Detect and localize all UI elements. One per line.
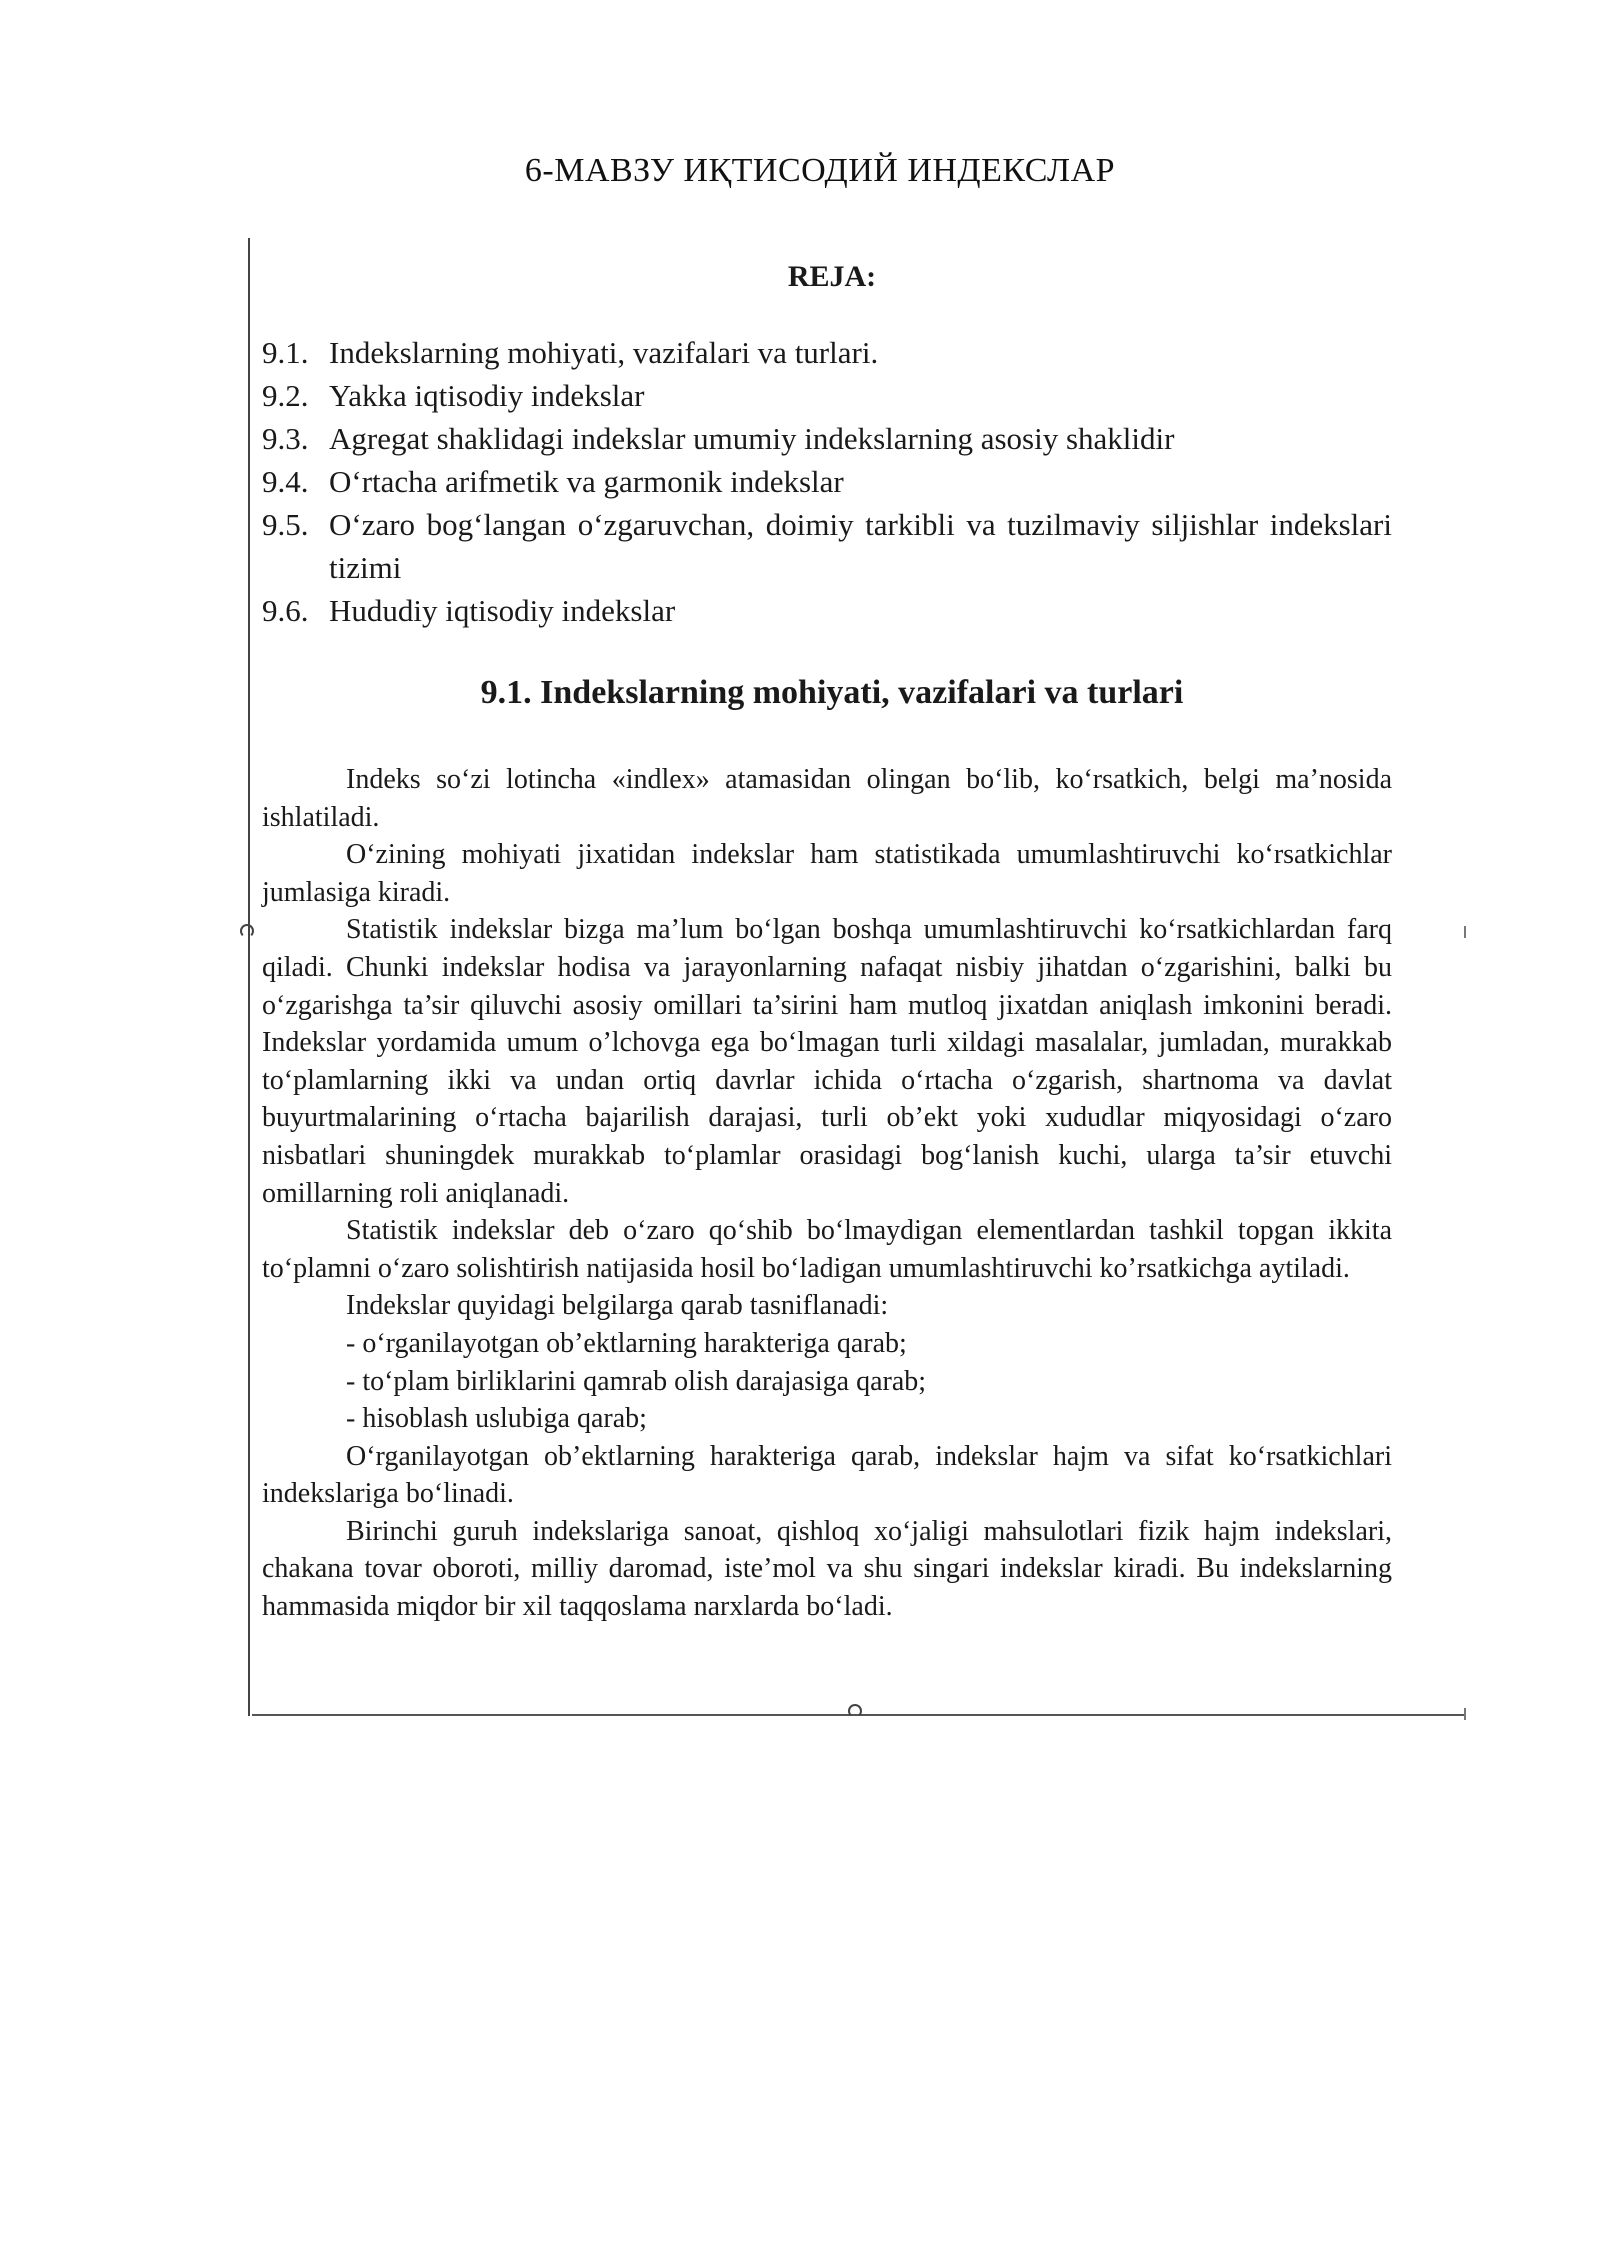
body-paragraph: O‘rganilayotgan ob’ektlarning harakteriga qarab, indekslar hajm va sifat ko‘rsatkichlari indekslariga bo‘linadi. [262, 1440, 1392, 1510]
plan-item-number: 9.5. [262, 507, 309, 542]
plan-list [262, 331, 1392, 632]
scanned-page-excerpt [248, 238, 1466, 1730]
plan-item [262, 589, 1392, 632]
plan-item-text: O‘zaro bog‘langan o‘zgaruvchan, doimiy tarkibli va tuzilmaviy siljishlar indekslari tizimi [329, 507, 1392, 585]
scan-crop-mark [848, 1704, 862, 1718]
plan-item-number: 9.3. [262, 421, 309, 456]
plan-item [262, 331, 1392, 374]
bullet-item: - to‘plam birliklarini qamrab olish darajasiga qarab; [346, 1365, 927, 1397]
bullet-item: - hisoblash uslubiga qarab; [346, 1403, 647, 1435]
plan-item [262, 503, 1392, 589]
plan-item-number: 9.2. [262, 378, 309, 413]
body-text [262, 761, 1392, 1626]
body-paragraph: Birinchi guruh indekslariga sanoat, qishloq xo‘jaligi mahsulotlari fizik hajm indekslari, chakana tovar oboroti, milliy daromad, iste’mol va shu singari indekslar kiradi. Bu indekslarning hammasida miqdor bir xil taqqoslama narxlarda bo‘ladi. [262, 1515, 1392, 1623]
body-paragraph: Indeks so‘zi lotincha «indlex» atamasidan olingan bo‘lib, ko‘rsatkich, belgi ma’nosida ishlatiladi. [262, 764, 1392, 833]
plan-item-number: 9.1. [262, 335, 309, 370]
page-title: 6-МАВЗУ ИҚТИСОДИЙ ИНДЕКСЛАР [524, 152, 1116, 189]
plan-item-text: Yakka iqtisodiy indekslar [329, 378, 645, 413]
body-paragraph: Indekslar quyidagi belgilarga qarab tasniflanadi: [346, 1290, 889, 1322]
plan-item-text: Hududiy iqtisodiy indekslar [329, 593, 676, 628]
plan-item-text: Agregat shaklidagi indekslar umumiy indekslarning asosiy shaklidir [329, 421, 1175, 456]
body-paragraph: Statistik indekslar bizga ma’lum bo‘lgan boshqa umumlashtiruvchi ko‘rsatkichlardan farq qiladi. Chunki indekslar hodisa va jarayonlarning nafaqat nisbiy jihatdan o‘zgarishini, balki bu o‘zgarishga ta’sir qiluvchi asosiy omillari ta’sirini ham mutloq jixatdan aniqlash imkonini beradi. Indekslar yordamida umum o’lchovga ega bo‘lmagan turli xildagi masalalar, jumladan, murakkab to‘plamlarning ikki va undan ortiq davrlar ichida o‘rtacha o‘zgarish, shartnoma va davlat buyurtmalarining o‘rtacha bajarilish darajasi, turli ob’ekt yoki xududlar miqyosidagi o‘zaro nisbatlari shuningdek murakkab to‘plamlar orasidagi bog‘lanish kuchi, ularga ta’sir etuvchi omillarning roli aniqlanadi. [262, 914, 1392, 1209]
plan-item-text: Indekslarning mohiyati, vazifalari va turlari. [329, 335, 879, 370]
plan-item [262, 460, 1392, 503]
scan-crop-tick [1464, 1708, 1466, 1720]
plan-item-number: 9.6. [262, 593, 309, 628]
scan-crop-mark [240, 924, 254, 938]
body-paragraph: O‘zining mohiyati jixatidan indekslar ham statistikada umumlashtiruvchi ko‘rsatkichlar jumlasiga kiradi. [262, 839, 1392, 908]
scan-crop-tick [1464, 926, 1466, 938]
plan-item [262, 417, 1392, 460]
plan-heading: REJA: [787, 260, 877, 293]
plan-item-number: 9.4. [262, 464, 309, 499]
plan-item-text: O‘rtacha arifmetik va garmonik indekslar [329, 464, 844, 499]
section-heading: 9.1. Indekslarning mohiyati, vazifalari va turlari [480, 674, 1184, 711]
bullet-item: - o‘rganilayotgan ob’ektlarning harakteriga qarab; [346, 1327, 907, 1359]
plan-item [262, 374, 1392, 417]
body-paragraph: Statistik indekslar deb o‘zaro qo‘shib bo‘lmaydigan elementlardan tashkil topgan ikkita to‘plamni o‘zaro solishtirish natijasida hosil bo‘ladigan umumlashtiruvchi ko’rsatkichga aytiladi. [262, 1215, 1392, 1284]
scan-edge-left [248, 238, 250, 1716]
